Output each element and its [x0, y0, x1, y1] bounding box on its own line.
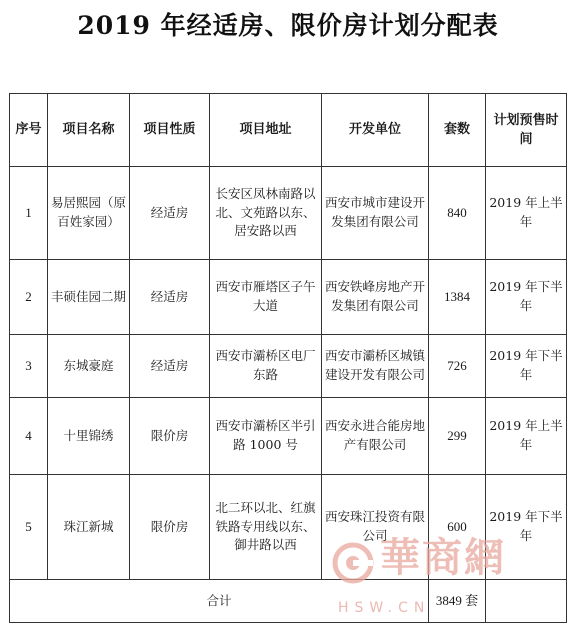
cell-type: 经适房: [130, 260, 210, 335]
cell-developer: 西安市城市建设开发集团有限公司: [322, 167, 429, 260]
cell-name: 丰硕佳园二期: [48, 260, 130, 335]
header-units: 套数: [429, 94, 486, 167]
cell-developer: 西安珠江投资有限公司: [322, 475, 429, 580]
cell-schedule: 2019 年下半年: [486, 335, 567, 398]
table-row: [10, 167, 567, 260]
cell-name: 十里锦绣: [48, 398, 130, 475]
cell-units: 600: [429, 475, 486, 580]
table-header-row: [10, 94, 567, 167]
cell-units: 840: [429, 167, 486, 260]
cell-address: 西安市雁塔区子午大道: [210, 260, 322, 335]
cell-index: 1: [10, 167, 48, 260]
header-index: 序号: [10, 94, 48, 167]
cell-name: 东城豪庭: [48, 335, 130, 398]
header-address: 项目地址: [210, 94, 322, 167]
cell-schedule: 2019 年上半年: [486, 167, 567, 260]
cell-index: 3: [10, 335, 48, 398]
cell-schedule: 2019 年下半年: [486, 260, 567, 335]
cell-developer: 西安铁峰房地产开发集团有限公司: [322, 260, 429, 335]
cell-type: 经适房: [130, 167, 210, 260]
total-row: [10, 580, 567, 623]
table-row: [10, 335, 567, 398]
cell-address: 北二环以北、红旗铁路专用线以东、御井路以西: [210, 475, 322, 580]
cell-type: 限价房: [130, 398, 210, 475]
watermark-text: 華商網: [380, 535, 506, 581]
header-schedule: 计划预售时间: [486, 94, 567, 167]
cell-index: 2: [10, 260, 48, 335]
cell-units: 726: [429, 335, 486, 398]
cell-index: 4: [10, 398, 48, 475]
watermark-logo-icon: [330, 540, 376, 586]
cell-name: 易居熙园（原百姓家园）: [48, 167, 130, 260]
document-title: 2019 年经适房、限价房计划分配表: [77, 11, 499, 40]
cell-developer: 西安市灞桥区城镇建设开发有限公司: [322, 335, 429, 398]
cell-units: 1384: [429, 260, 486, 335]
cell-type: 经适房: [130, 335, 210, 398]
table-row: [10, 260, 567, 335]
cell-address: 长安区凤林南路以北、文苑路以东、居安路以西: [210, 167, 322, 260]
total-units: 3849 套: [429, 580, 486, 623]
cell-units: 299: [429, 398, 486, 475]
header-type: 项目性质: [130, 94, 210, 167]
total-label: 合计: [10, 580, 429, 623]
total-empty: [486, 580, 567, 623]
header-developer: 开发单位: [322, 94, 429, 167]
cell-schedule: 2019 年上半年: [486, 398, 567, 475]
header-name: 项目名称: [48, 94, 130, 167]
cell-address: 西安市灞桥区电厂东路: [210, 335, 322, 398]
watermark-url: HSW.CN: [338, 600, 431, 616]
cell-address: 西安市灞桥区半引路 1000 号: [210, 398, 322, 475]
cell-developer: 西安永进合能房地产有限公司: [322, 398, 429, 475]
cell-schedule: 2019 年下半年: [486, 475, 567, 580]
cell-index: 5: [10, 475, 48, 580]
table-row: [10, 398, 567, 475]
cell-type: 限价房: [130, 475, 210, 580]
cell-name: 珠江新城: [48, 475, 130, 580]
